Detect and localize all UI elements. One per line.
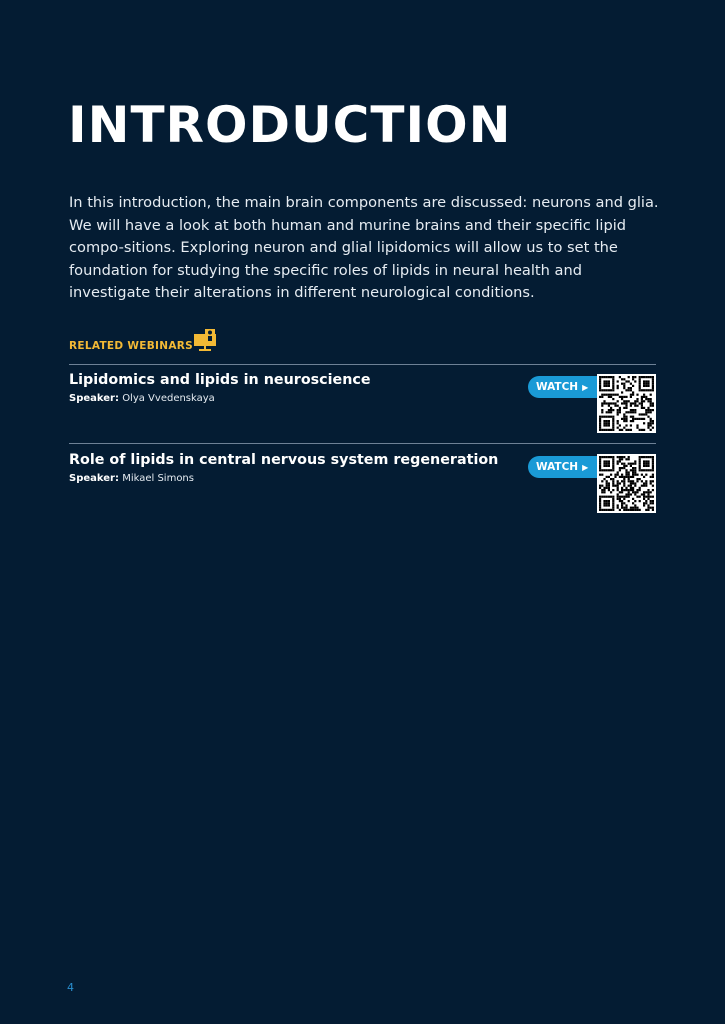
webinar-presentation-icon <box>192 328 220 352</box>
webinar-title: Role of lipids in central nervous system regeneration <box>69 452 499 468</box>
watch-button[interactable] <box>528 376 600 398</box>
play-arrow-icon: ▶ <box>582 383 589 392</box>
related-webinars-header <box>69 328 656 365</box>
speaker-label: Speaker: <box>69 393 119 404</box>
related-webinars-label: RELATED WEBINARS <box>69 340 193 352</box>
speaker-name: Olya Vvedenskaya <box>122 393 215 404</box>
qr-code-icon[interactable] <box>597 374 656 433</box>
speaker-name: Mikael Simons <box>122 473 194 484</box>
intro-paragraph: In this introduction, the main brain components are discussed: neurons and glia. We will have a look at both human and murine brains and their specific lipid compo-sitions. Exploring neuron and glial lipidomics will allow us to set the foundation for studying the specific roles of lipids in neural health and investigate their alterations in different neurological conditions. <box>69 194 659 301</box>
page-title: INTRODUCTION <box>68 96 512 154</box>
qr-code-icon[interactable] <box>597 454 656 513</box>
watch-button[interactable] <box>528 456 600 478</box>
watch-label: WATCH <box>536 461 579 473</box>
play-arrow-icon: ▶ <box>582 463 589 472</box>
webinar-speaker <box>69 473 194 484</box>
webinar-title: Lipidomics and lipids in neuroscience <box>69 372 371 388</box>
page-number: 4 <box>67 981 74 994</box>
watch-label: WATCH <box>536 381 579 393</box>
speaker-label: Speaker: <box>69 473 119 484</box>
webinar-item <box>69 372 656 444</box>
webinar-item <box>69 452 656 523</box>
webinar-speaker <box>69 393 215 404</box>
